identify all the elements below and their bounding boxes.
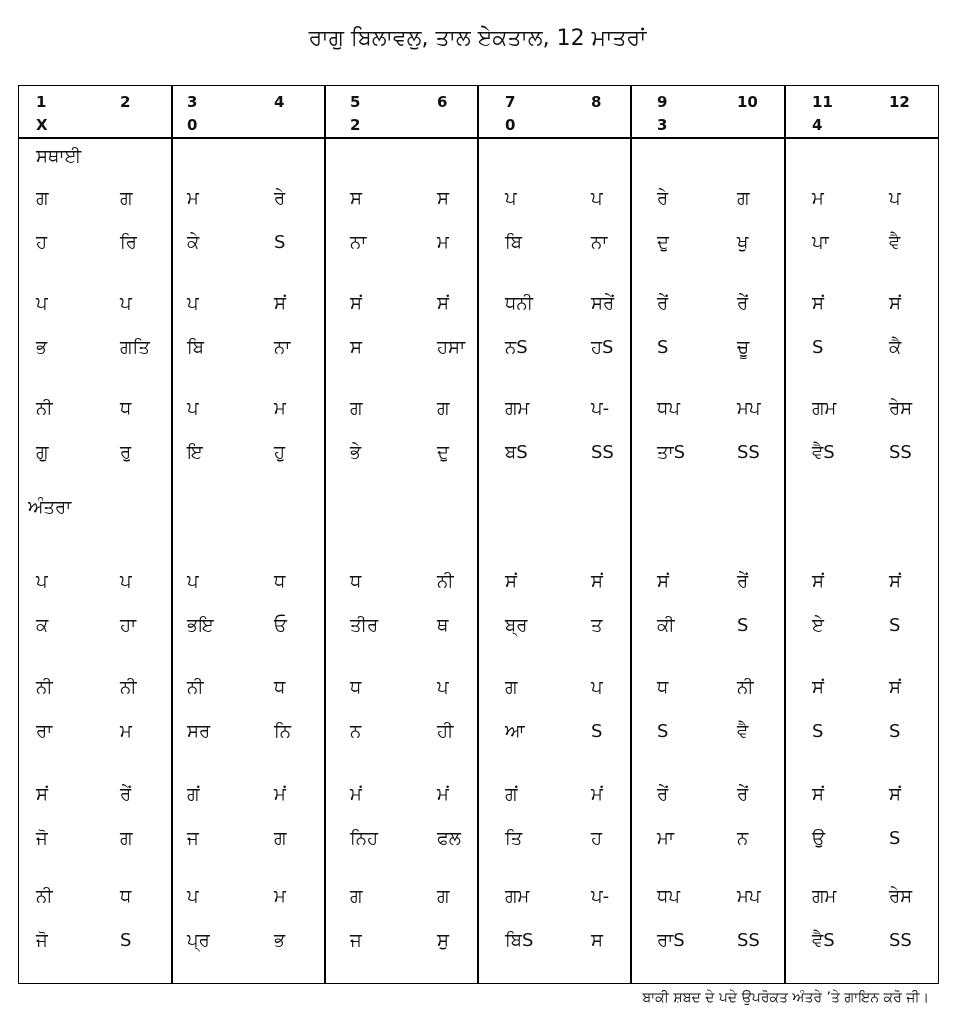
swar-cell: ਨੀ xyxy=(36,886,53,907)
swar-cell: ਪ xyxy=(889,188,901,209)
swar-cell: ਮਂ xyxy=(350,784,362,805)
bol-cell: ਭ xyxy=(274,930,286,951)
bol-cell: S xyxy=(120,930,132,951)
bol-cell: ਹ xyxy=(36,232,48,253)
beat-number: 8 xyxy=(591,93,602,111)
bol-cell: ਕੈ xyxy=(889,337,902,358)
swar-cell: ਨੀ xyxy=(737,677,754,698)
swar-cell: ਸਂ xyxy=(505,571,517,592)
swar-cell: ਗਂ xyxy=(505,784,518,805)
bol-cell: ਕੀ xyxy=(657,615,675,636)
page-title: ਰਾਗੁ ਬਿਲਾਵਲੁ, ਤਾਲ ਏਕਤਾਲ, 12 ਮਾਤਰਾਂ xyxy=(308,26,647,51)
bol-cell: SS xyxy=(889,442,912,463)
bol-cell: ਵੈ xyxy=(889,232,901,253)
bol-cell: S xyxy=(889,721,901,742)
bol-cell: ਬਿ xyxy=(505,232,523,253)
taal-mark: 0 xyxy=(187,116,198,134)
vibhag-divider-3 xyxy=(477,85,479,984)
beat-number: 9 xyxy=(657,93,668,111)
swar-cell: ਧ xyxy=(120,398,132,419)
swar-cell: ਸਂ xyxy=(812,784,824,805)
bol-cell: SS xyxy=(889,930,912,951)
swar-cell: ਪ xyxy=(120,293,132,314)
swar-cell: ਪ xyxy=(505,188,517,209)
swar-cell: ਸਂ xyxy=(889,677,901,698)
bol-cell: ਬ੍ਰ xyxy=(505,615,528,636)
bol-cell: ਜ xyxy=(187,828,199,849)
section-label-sthayi: ਸਥਾਈ xyxy=(36,146,82,167)
swar-cell: ਮ xyxy=(812,188,824,209)
swar-cell: ਰੇਸ xyxy=(889,398,913,419)
swar-cell: ਨੀ xyxy=(36,398,53,419)
swar-cell: ਸਂ xyxy=(812,293,824,314)
bol-cell: ਨਿ xyxy=(274,721,292,742)
bol-cell: ਮ xyxy=(120,721,132,742)
section-label-antara: ਅੰਤਰਾ xyxy=(28,497,72,518)
bol-cell: ਜੋ xyxy=(36,828,48,849)
swar-cell: ਗਮ xyxy=(812,886,837,907)
swar-cell: ਸਂ xyxy=(437,293,449,314)
swar-cell: ਧਪ xyxy=(657,886,680,907)
swar-cell: ਮਂ xyxy=(591,784,603,805)
swar-cell: ਗ xyxy=(120,188,133,209)
swar-cell: ਧ xyxy=(657,677,669,698)
swar-cell: ਪ xyxy=(187,293,199,314)
bol-cell: S xyxy=(737,615,749,636)
swar-cell: ਸਂ xyxy=(274,293,286,314)
swar-cell: ਪ- xyxy=(591,398,610,419)
bol-cell: ਵੈS xyxy=(812,930,835,951)
bol-cell: ਗੁ xyxy=(36,442,49,463)
bol-cell: ਹਸਾ xyxy=(437,337,466,358)
swar-cell: ਮ xyxy=(187,188,199,209)
swar-cell: ਮਪ xyxy=(737,398,761,419)
swar-cell: ਨੀ xyxy=(187,677,204,698)
swar-cell: ਨੀ xyxy=(36,677,53,698)
taal-mark: 2 xyxy=(350,116,361,134)
swar-cell: ਗ xyxy=(437,886,450,907)
swar-cell: ਪ xyxy=(591,677,603,698)
bol-cell: SS xyxy=(737,930,760,951)
bol-cell: ਨਿਹ xyxy=(350,828,379,849)
bol-cell: ਦੁ xyxy=(657,232,669,253)
beat-number: 1 xyxy=(36,93,47,111)
bol-cell: ਬਿ xyxy=(187,337,205,358)
vibhag-divider-4 xyxy=(630,85,632,984)
bol-cell: ਗ xyxy=(274,828,287,849)
swar-cell: ਪ xyxy=(591,188,603,209)
beat-number: 3 xyxy=(187,93,198,111)
beat-number: 10 xyxy=(737,93,758,111)
swar-cell: ਸ xyxy=(350,188,362,209)
bol-cell: ਗਤਿ xyxy=(120,337,150,358)
bol-cell: ਨਾ xyxy=(350,232,367,253)
swar-cell: ਧ xyxy=(274,677,286,698)
bol-cell: ਨS xyxy=(505,337,528,358)
bol-cell: ਬS xyxy=(505,442,528,463)
swar-cell: ਪ xyxy=(120,571,132,592)
bol-cell: ਹ xyxy=(591,828,603,849)
bol-cell: ਕ xyxy=(36,615,49,636)
beat-number: 6 xyxy=(437,93,448,111)
beat-number: 5 xyxy=(350,93,361,111)
taal-mark: X xyxy=(36,116,48,134)
bol-cell: ਜੋ xyxy=(36,930,48,951)
bol-cell: ਥ xyxy=(437,615,449,636)
swar-cell: ਰੇਸ xyxy=(889,886,913,907)
beat-number: 11 xyxy=(812,93,833,111)
bol-cell: ਇ xyxy=(187,442,203,463)
swar-cell: ਪ- xyxy=(591,886,610,907)
swar-cell: ਸਰੇਂ xyxy=(591,293,615,314)
bol-cell: ਓ xyxy=(274,615,287,636)
swar-cell: ਧ xyxy=(120,886,132,907)
swar-cell: ਰੇਂ xyxy=(737,571,749,592)
swar-cell: ਮਂ xyxy=(274,784,286,805)
swar-cell: ਸਂ xyxy=(350,293,362,314)
header-divider xyxy=(18,137,939,139)
swar-cell: ਧ xyxy=(350,571,362,592)
bol-cell: ਭੇ xyxy=(350,442,362,463)
bol-cell: ਪ੍ਰ xyxy=(187,930,210,951)
beat-number: 7 xyxy=(505,93,516,111)
swar-cell: ਗ xyxy=(36,188,49,209)
bol-cell: ਰੁ xyxy=(120,442,132,463)
swar-cell: ਰੇਂ xyxy=(737,784,749,805)
bol-cell: ਹS xyxy=(591,337,614,358)
swar-cell: ਗਂ xyxy=(187,784,200,805)
taal-mark: 4 xyxy=(812,116,823,134)
bol-cell: ਨਾ xyxy=(274,337,291,358)
swar-cell: ਰੇਂ xyxy=(657,293,669,314)
swar-cell: ਰੇ xyxy=(657,188,669,209)
bol-cell: ਰਿ xyxy=(120,232,137,253)
swar-cell: ਗਮ xyxy=(505,398,530,419)
bol-cell: ਸਰ xyxy=(187,721,211,742)
bol-cell: ਸ xyxy=(350,337,362,358)
bol-cell: ਨ xyxy=(737,828,749,849)
bol-cell: ਏ xyxy=(812,615,824,636)
bol-cell: ਉ xyxy=(812,828,826,849)
bol-cell: ਵੈS xyxy=(812,442,835,463)
swar-cell: ਸਂ xyxy=(812,677,824,698)
swar-cell: ਸ xyxy=(437,188,449,209)
bol-cell: S xyxy=(812,721,824,742)
swar-cell: ਸਂ xyxy=(889,293,901,314)
swar-cell: ਨੀ xyxy=(437,571,454,592)
swar-cell: ਸਂ xyxy=(591,571,603,592)
bol-cell: ਜ xyxy=(350,930,362,951)
swar-cell: ਸਂ xyxy=(812,571,824,592)
swar-cell: ਗ xyxy=(737,188,750,209)
swar-cell: ਰੇ xyxy=(274,188,286,209)
swar-cell: ਗ xyxy=(437,398,450,419)
swar-cell: ਮਪ xyxy=(737,886,761,907)
bol-cell: ਨਾ xyxy=(591,232,608,253)
swar-cell: ਪ xyxy=(36,571,48,592)
bol-cell: ਤ xyxy=(591,615,603,636)
swar-cell: ਗਮ xyxy=(505,886,530,907)
notation-table xyxy=(18,85,939,984)
bol-cell: ਕੇ xyxy=(187,232,200,253)
swar-cell: ਪ xyxy=(187,886,199,907)
bol-cell: ਆ xyxy=(505,721,525,742)
swar-cell: ਮ xyxy=(274,886,286,907)
bol-cell: SS xyxy=(737,442,760,463)
bol-cell: ਚੂ xyxy=(737,337,750,358)
bol-cell: ਭ xyxy=(36,337,48,358)
swar-cell: ਪ xyxy=(187,398,199,419)
swar-cell: ਗ xyxy=(350,886,363,907)
bol-cell: ਹੁ xyxy=(274,442,286,463)
swar-cell: ਰੇਂ xyxy=(737,293,749,314)
swar-cell: ਮ xyxy=(274,398,286,419)
bol-cell: ਤੀਰ xyxy=(350,615,379,636)
bol-cell: ਹਾ xyxy=(120,615,137,636)
bol-cell: S xyxy=(657,721,669,742)
swar-cell: ਰੇਂ xyxy=(657,784,669,805)
beat-number: 2 xyxy=(120,93,131,111)
bol-cell: ਹੀ xyxy=(437,721,454,742)
vibhag-divider-1 xyxy=(171,85,173,984)
swar-cell: ਧਨੀ xyxy=(505,293,534,314)
bol-cell: ਦੁ xyxy=(437,442,449,463)
vibhag-divider-2 xyxy=(324,85,326,984)
swar-cell: ਮਂ xyxy=(437,784,449,805)
bol-cell: ਪਾ xyxy=(812,232,829,253)
beat-number: 12 xyxy=(889,93,910,111)
bol-cell: ਰਾ xyxy=(36,721,53,742)
swar-cell: ਰੇਂ xyxy=(120,784,132,805)
bol-cell: S xyxy=(889,615,901,636)
swar-cell: ਪ xyxy=(437,677,449,698)
bol-cell: ਰਾS xyxy=(657,930,685,951)
bol-cell: S xyxy=(812,337,824,358)
bol-cell: ਬਿS xyxy=(505,930,534,951)
swar-cell: ਗ xyxy=(505,677,518,698)
bol-cell: ਤਿ xyxy=(505,828,523,849)
swar-cell: ਪ xyxy=(36,293,48,314)
swar-cell: ਗਮ xyxy=(812,398,837,419)
footer-note: ਬਾਕੀ ਸ਼ਬਦ ਦੇ ਪਦੇ ਉਪਰੋਕਤ ਅੰਤਰੇ ’ਤੇ ਗਾਇਨ ਕਰੋ ਜੀ। xyxy=(642,990,929,1006)
vibhag-divider-5 xyxy=(784,85,786,984)
bol-cell: ਸ xyxy=(591,930,603,951)
bol-cell: ਨ xyxy=(350,721,362,742)
bol-cell: S xyxy=(657,337,669,358)
swar-cell: ਧ xyxy=(274,571,286,592)
swar-cell: ਧਪ xyxy=(657,398,680,419)
bol-cell: ਗ xyxy=(120,828,133,849)
swar-cell: ਸਂ xyxy=(36,784,48,805)
swar-cell: ਨੀ xyxy=(120,677,137,698)
bol-cell: ਮ xyxy=(437,232,449,253)
swar-cell: ਸਂ xyxy=(889,571,901,592)
bol-cell: S xyxy=(274,232,286,253)
bol-cell: ਤਾS xyxy=(657,442,686,463)
bol-cell: S xyxy=(591,721,603,742)
beat-number: 4 xyxy=(274,93,285,111)
taal-mark: 0 xyxy=(505,116,516,134)
bol-cell: ਸੁ xyxy=(437,930,449,951)
swar-cell: ਗ xyxy=(350,398,363,419)
bol-cell: ਖੁ xyxy=(737,232,749,253)
swar-cell: ਸਂ xyxy=(657,571,669,592)
swar-cell: ਸਂ xyxy=(889,784,901,805)
swar-cell: ਪ xyxy=(187,571,199,592)
bol-cell: SS xyxy=(591,442,614,463)
bol-cell: ਵੈ xyxy=(737,721,749,742)
bol-cell: ਭਇ xyxy=(187,615,214,636)
bol-cell: ਮਾ xyxy=(657,828,674,849)
bol-cell: ਫਲ xyxy=(437,828,461,849)
swar-cell: ਧ xyxy=(350,677,362,698)
taal-mark: 3 xyxy=(657,116,668,134)
bol-cell: S xyxy=(889,828,901,849)
